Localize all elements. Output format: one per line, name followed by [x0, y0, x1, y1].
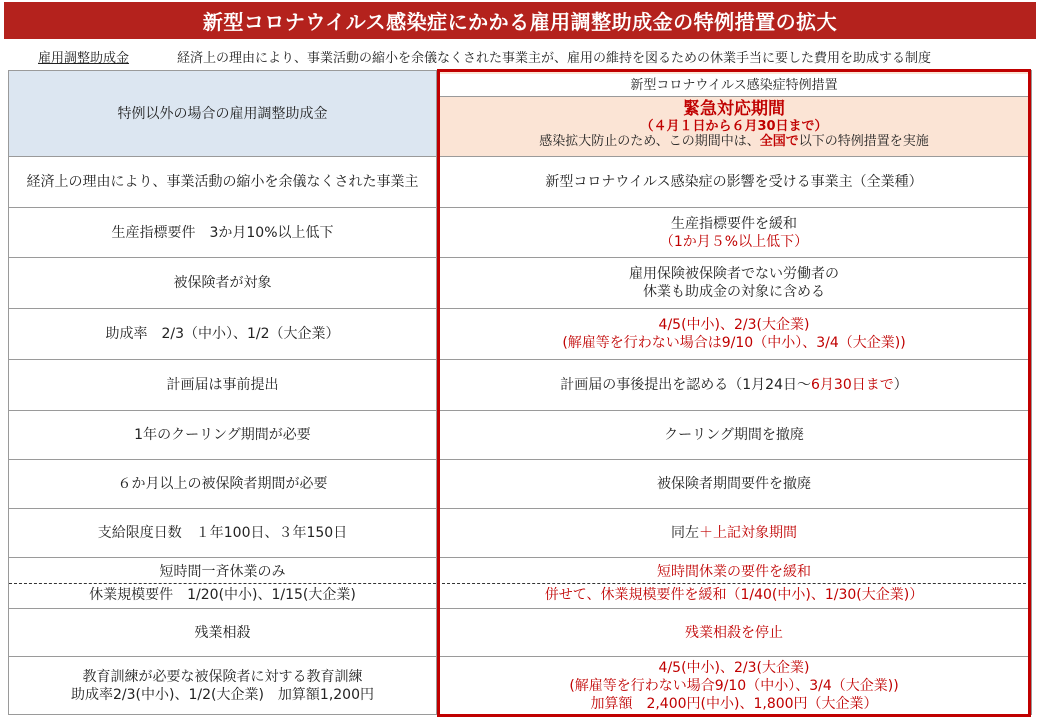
- table-row: [9, 460, 1032, 509]
- row-right-cell: 4/5(中小)、2/3(大企業) (解雇等を行わない場合9/10（中小）、3/4（大企業)) 加算額 2,400円(中小)、1,800円（大企業）: [437, 657, 1032, 715]
- row-left-cell: 教育訓練が必要な被保険者に対する教育訓練 助成率2/3(中小)、1/2(大企業) 加算額1,200円: [9, 657, 437, 715]
- special-measure-title: 新型コロナウイルス感染症特例措置: [437, 74, 1031, 97]
- nationwide-emphasis: 全国で: [759, 133, 799, 149]
- split-divider: 短時間休業の要件を緩和: [437, 563, 1031, 584]
- comparison-table: [8, 70, 1032, 715]
- row-left-cell: 被保険者が対象: [9, 258, 437, 309]
- table-header-row: [9, 71, 1032, 157]
- normal-case-header: 特例以外の場合の雇用調整助成金: [9, 71, 437, 157]
- emergency-period-note: 感染拡大防止のため、この期間中は、全国で以下の特例措置を実施: [539, 133, 929, 149]
- definition-label: 雇用調整助成金: [38, 50, 130, 66]
- emergency-period-label: 緊急対応期間: [683, 98, 785, 119]
- definition-text: 経済上の理由により、事業活動の縮小を余儀なくされた事業主が、雇用の維持を図るための休業手当に要した費用を助成する制度: [177, 50, 932, 66]
- row-right-cell: 残業相殺を停止: [437, 609, 1032, 657]
- row-left-cell: 生産指標要件 3か月10%以上低下: [9, 208, 437, 258]
- row-right-cell: 4/5(中小)、2/3(大企業) (解雇等を行わない場合は9/10（中小）、3/4（大企業)): [437, 309, 1032, 360]
- table-row: [9, 411, 1032, 460]
- row-left-cell: 経済上の理由により、事業活動の縮小を余儀なくされた事業主: [9, 157, 437, 208]
- row-right-cell: 同左＋上記対象期間: [437, 509, 1032, 558]
- row-left-cell: 計画届は事前提出: [9, 360, 437, 411]
- row-right-cell: クーリング期間を撤廃: [437, 411, 1032, 460]
- row-left-cell: 支給限度日数 １年100日、３年150日: [9, 509, 437, 558]
- row-right-cell: 生産指標要件を緩和 （1か月５%以上低下）: [437, 208, 1032, 258]
- table-row: [9, 558, 1032, 609]
- row-right-cell: 雇用保険被保険者でない労働者の 休業も助成金の対象に含める: [437, 258, 1032, 309]
- row-right-cell: 新型コロナウイルス感染症の影響を受ける事業主（全業種）: [437, 157, 1032, 208]
- row-right-cell: 計画届の事後提出を認める（1月24日～6月30日まで）: [437, 360, 1032, 411]
- row-left-cell: 残業相殺: [9, 609, 437, 657]
- table-row: [9, 309, 1032, 360]
- row-left-cell: 助成率 2/3（中小）、1/2（大企業）: [9, 309, 437, 360]
- row-left-cell: 1年のクーリング期間が必要: [9, 411, 437, 460]
- page-title: 新型コロナウイルス感染症にかかる雇用調整助成金の特例措置の拡大: [4, 2, 1036, 39]
- row-left-cell: 短時間一斉休業のみ 休業規模要件 1/20(中小)、1/15(大企業): [9, 558, 437, 609]
- row-right-cell: 被保険者期間要件を撤廃: [437, 460, 1032, 509]
- emergency-period-dates: （４月１日から６月30日まで）: [640, 118, 828, 134]
- table-row: [9, 657, 1032, 715]
- row-right-cell: 短時間休業の要件を緩和 併せて、休業規模要件を緩和（1/40(中小)、1/30(大企業)）: [437, 558, 1032, 609]
- split-divider: 短時間一斉休業のみ: [9, 563, 436, 584]
- special-measure-header: [437, 71, 1032, 157]
- table-row: [9, 509, 1032, 558]
- table-row: [9, 208, 1032, 258]
- row-left-cell: ６か月以上の被保険者期間が必要: [9, 460, 437, 509]
- table-row: [9, 157, 1032, 208]
- table-row: [9, 258, 1032, 309]
- table-row: [9, 609, 1032, 657]
- table-row: [9, 360, 1032, 411]
- definition-row: [38, 45, 1028, 67]
